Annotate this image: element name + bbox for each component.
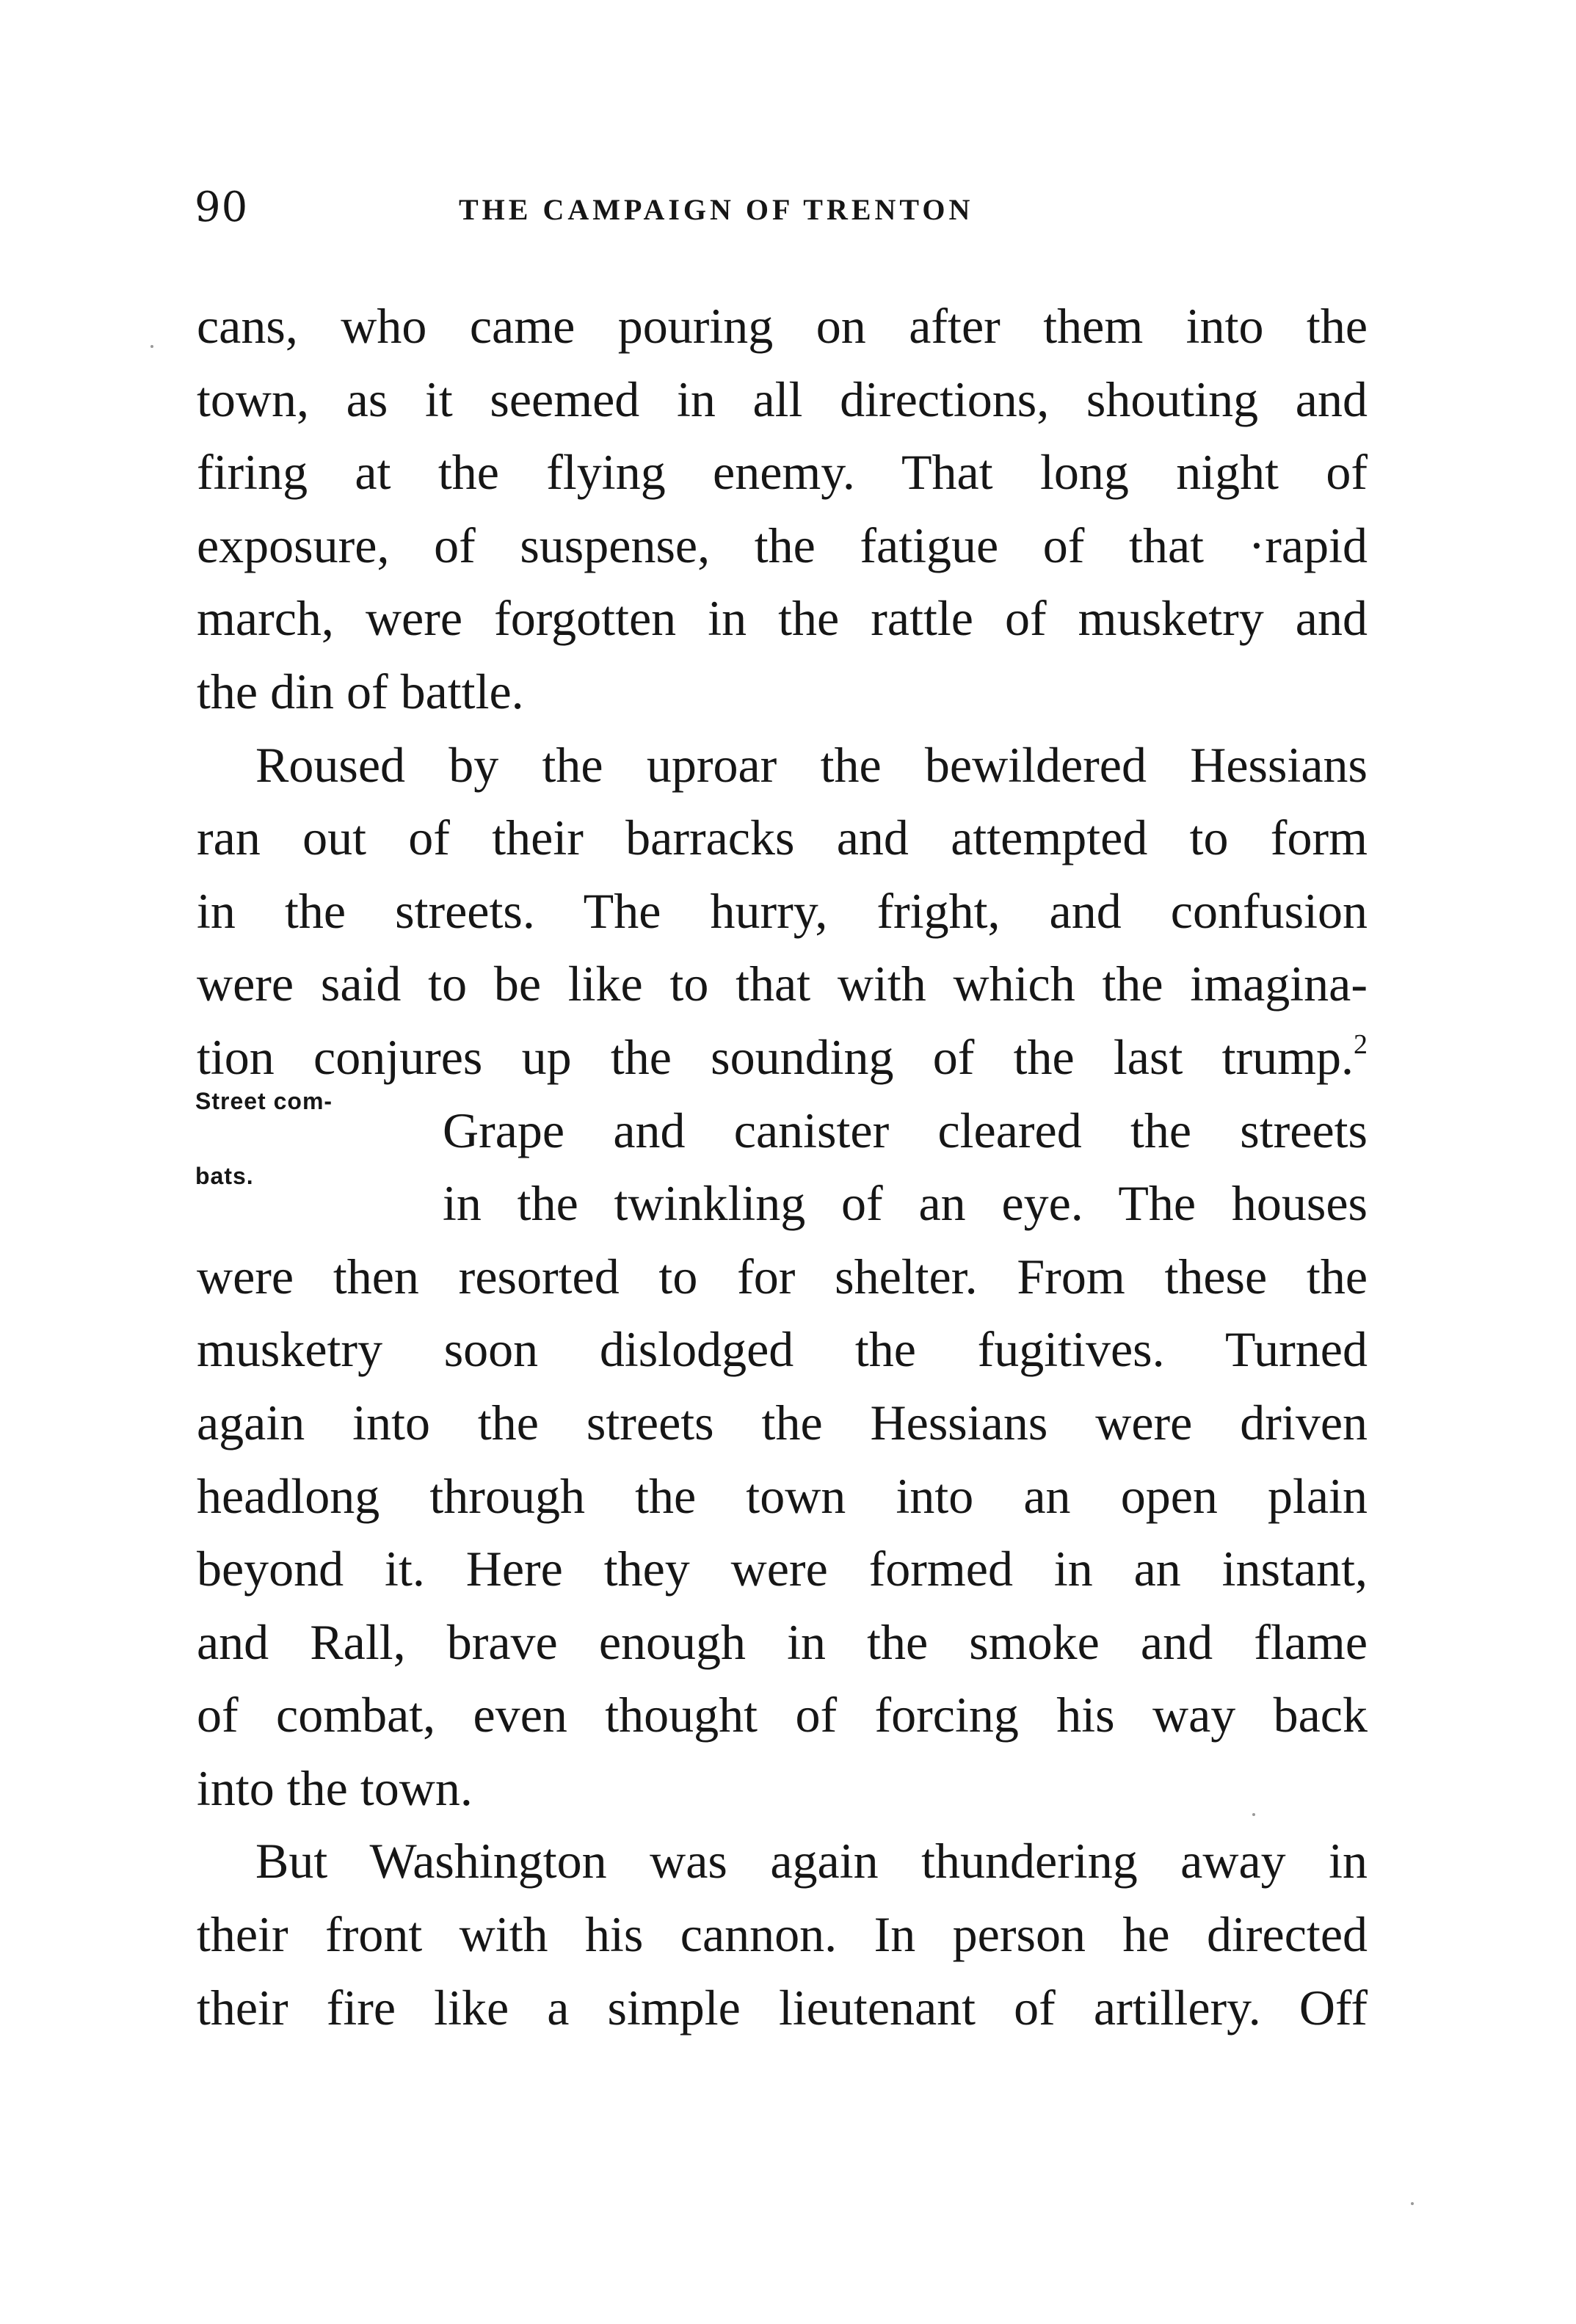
margin-note-line-1: Street com- — [195, 1088, 333, 1114]
text-line: Roused by the uproar the bewildered Hessians — [255, 736, 1368, 793]
text-line: firing at the flying enemy. That long night of — [197, 444, 1368, 501]
paper-speck — [150, 345, 153, 348]
text-line: of combat, even thought of forcing his way back — [197, 1687, 1368, 1743]
text-line: and Rall, brave enough in the smoke and flame — [197, 1613, 1368, 1670]
text-line: But Washington was again thundering away in — [255, 1833, 1368, 1889]
text-line: beyond it. Here they were formed in an instant, — [197, 1541, 1368, 1597]
text-line: into the town. — [197, 1760, 473, 1816]
text-line: again into the streets the Hessians were driven — [197, 1394, 1368, 1450]
text-line: in the streets. The hurry, fright, and confusion — [197, 882, 1368, 939]
text-line: cans, who came pouring on after them into the — [197, 298, 1368, 354]
page-number: 90 — [195, 184, 249, 231]
footnote-reference: 2 — [1354, 1028, 1368, 1060]
text-line-with-footnote — [197, 1021, 1368, 1094]
text-line: their front with his cannon. In person he directed — [197, 1906, 1368, 1963]
paper-speck — [1252, 1813, 1255, 1816]
page-header — [195, 182, 1369, 233]
text-line: were then resorted to for shelter. From these the — [197, 1248, 1368, 1304]
body-text — [197, 290, 1368, 2044]
text-line: the din of battle. — [197, 663, 524, 719]
text-line: town, as it seemed in all directions, shouting and — [197, 371, 1368, 427]
text-line: march, were forgotten in the rattle of musketry and — [197, 590, 1368, 647]
paper-speck — [1411, 2202, 1414, 2205]
text-line: their fire like a simple lieutenant of artillery. Off — [197, 1979, 1368, 2036]
text-line-content: tion conjures up the sounding of the last trump. — [197, 1028, 1354, 1085]
text-line: in the twinkling of an eye. The houses — [443, 1175, 1368, 1232]
text-line: exposure, of suspense, the fatigue of that ·rapid — [197, 517, 1368, 573]
margin-note-line-2: bats. — [195, 1163, 254, 1189]
text-line: headlong through the town into an open plain — [197, 1467, 1368, 1524]
text-line: ran out of their barracks and attempted to form — [197, 810, 1368, 866]
running-head: THE CAMPAIGN OF TRENTON — [459, 193, 974, 226]
text-line: musketry soon dislodged the fugitives. Turned — [197, 1321, 1368, 1378]
text-line: Grape and canister cleared the streets — [443, 1102, 1368, 1158]
text-line: were said to be like to that with which the imagina- — [197, 956, 1368, 1012]
